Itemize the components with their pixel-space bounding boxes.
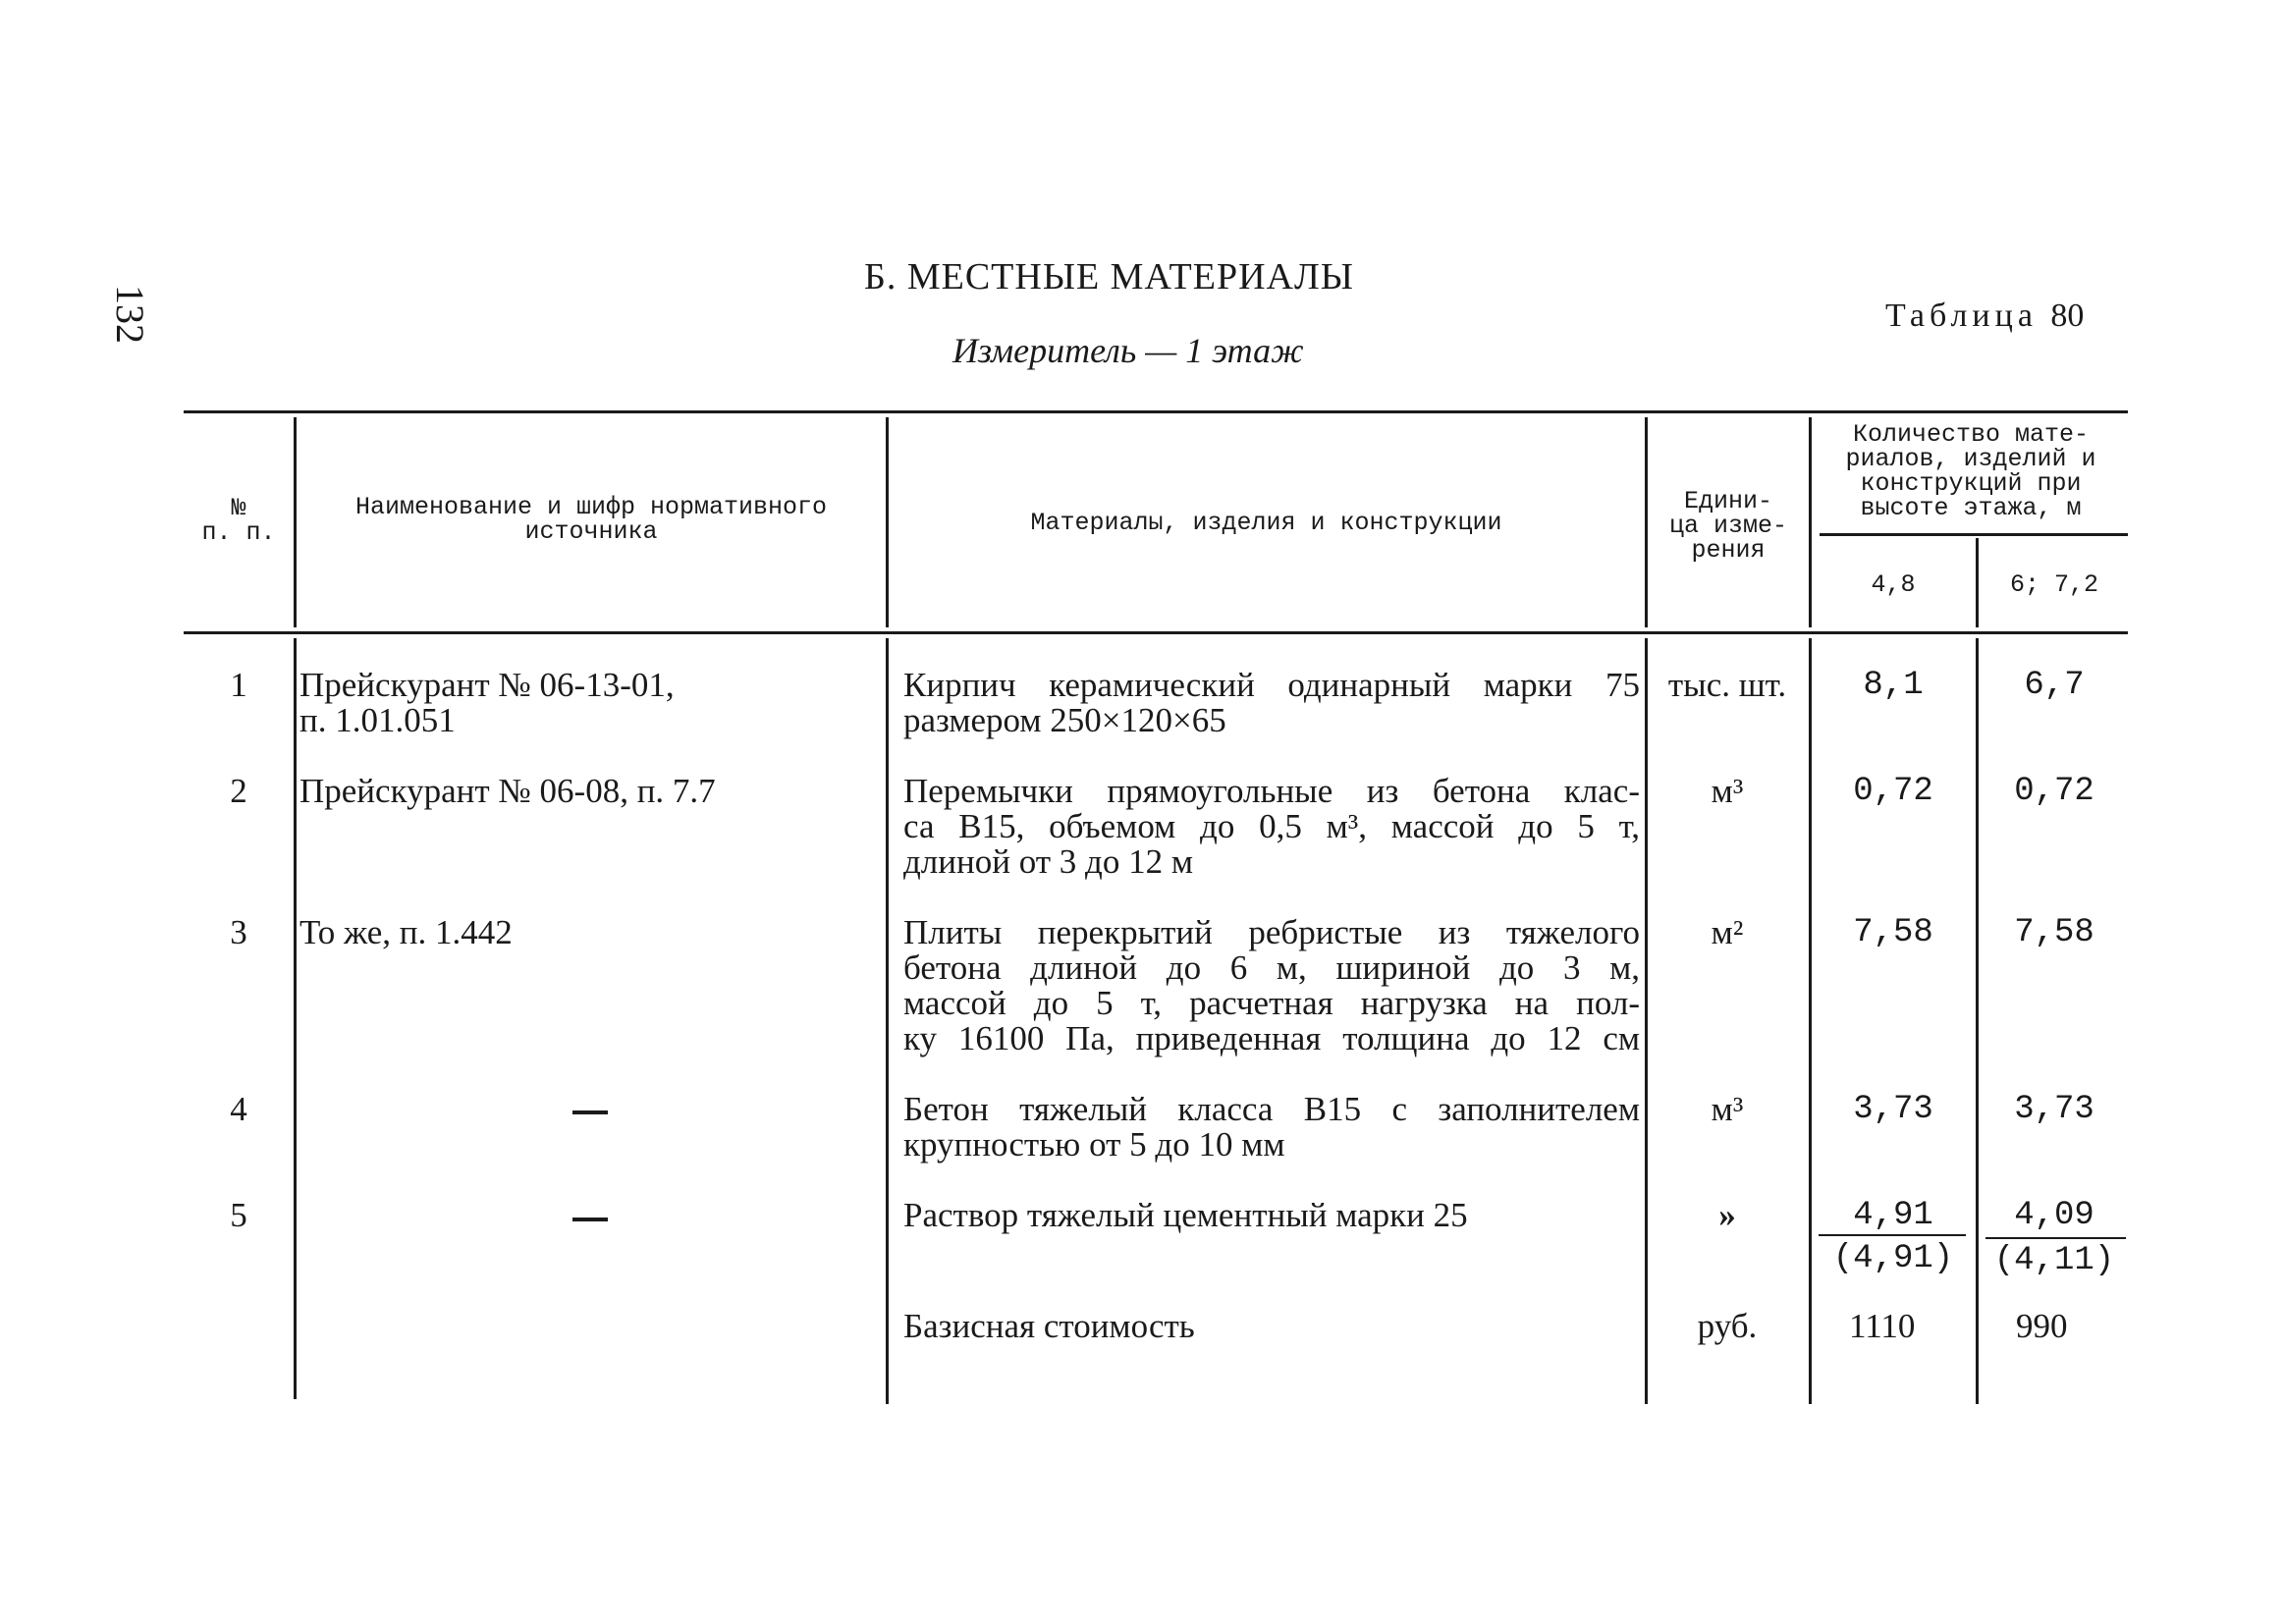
row-5-num: 5 [230,1196,247,1234]
col-divider-3 [1645,638,1648,1404]
row-5-qty-2-alt: (4,11) [1993,1242,2115,1279]
row-5-qty-2: 4,09 [2014,1197,2094,1234]
header-quantity-line: Количество мате- [1852,420,2090,449]
row-1-source-line: п. 1.01.051 [299,701,456,739]
row-3-qty-2: 7,58 [2014,914,2094,951]
row-3-qty-1: 7,58 [1853,914,1933,951]
row-3-num: 3 [230,913,247,951]
col-divider-1 [294,638,297,1399]
header-unit-line: ца изме- [1668,512,1788,540]
header-unit-line: рения [1691,536,1766,565]
header-source-line: Наименование и шифр нормативного [354,493,828,521]
row-1-source-line: Прейскурант № 06-13-01, [299,666,675,704]
row-2-qty-2: 0,72 [2014,773,2094,810]
header-height-1: 4,8 [1871,570,1916,599]
measure-unit: Измеритель — 1 этаж [952,331,1304,370]
row-2-qty-1: 0,72 [1853,773,1933,810]
row-3-description-line: массой до 5 т, расчетная нагрузка на пол- [903,984,1640,1022]
col-divider-3-header [1645,417,1648,627]
total-qty-1: 1110 [1849,1307,1916,1345]
header-quantity-line: риалов, изделий и [1845,445,2096,473]
col-divider-2 [886,638,889,1404]
total-unit: руб. [1697,1307,1758,1345]
header-num [187,496,291,545]
header-num-line: № [231,494,246,522]
row-5-description [903,1198,1640,1233]
col-divider-4-header [1809,417,1812,627]
row-2-source: Прейскурант № 06-08, п. 7.7 [299,772,716,810]
row-2-unit: м³ [1711,772,1744,810]
row-2-num: 2 [230,772,247,810]
row-5-qty-2-fraction-line [1985,1237,2126,1239]
row-1-qty-1: 8,1 [1863,667,1924,704]
col-divider-4 [1809,638,1812,1404]
col-divider-5 [1976,638,1979,1404]
table-top-rule [184,410,2128,413]
total-label: Базисная стоимость [903,1307,1195,1345]
row-1-unit: тыс. шт. [1667,666,1787,704]
row-1-qty-2: 6,7 [2024,667,2085,704]
col-divider-2-header [886,417,889,627]
row-4-description [903,1092,1640,1163]
row-4-qty-2: 3,73 [2014,1091,2094,1128]
row-2-description-line: са B15, объемом до 0,5 м³, массой до 5 т, [903,807,1640,845]
header-num-line: п. п. [201,518,276,547]
qty-header-rule [1820,533,2128,536]
row-5-qty-1-alt: (4,91) [1832,1240,1954,1277]
row-1-description-line: Кирпич керамический одинарный марки 75 [903,666,1640,704]
table-label-text: Таблица [1885,298,2038,334]
row-3-description-line: Плиты перекрытий ребристые из тяжелого [903,913,1640,951]
header-unit-line: Едини- [1683,487,1772,515]
table-number: 80 [2050,298,2085,334]
row-3-description [903,915,1640,1056]
row-2-description-line: длиной от 3 до 12 м [903,842,1194,881]
col-divider-5-header [1976,538,1979,627]
header-bottom-rule [184,631,2128,634]
page-number: 132 [108,285,152,344]
header-materials: Материалы, изделия и конструкции [1030,509,1502,537]
row-5-qty-1-fraction-line [1819,1234,1966,1236]
header-source [299,495,883,544]
header-quantity-line: конструкций при [1860,469,2082,498]
header-quantity [1814,422,2128,520]
row-3-source: То же, п. 1.442 [299,913,513,951]
row-4-description-line: крупностью от 5 до 10 мм [903,1125,1285,1164]
row-5-description-line: Раствор тяжелый цементный марки 25 [903,1196,1468,1234]
row-1-description [903,668,1640,738]
header-height-2: 6; 7,2 [2009,570,2098,599]
header-unit [1650,489,1807,563]
row-2-description [903,774,1640,880]
header-quantity-line: высоте этажа, м [1860,494,2082,522]
row-3-description-line: ку 16100 Па, приведенная толщина до 12 см [903,1019,1640,1057]
row-1-num: 1 [230,666,247,704]
row-4-description-line: Бетон тяжелый класса B15 с заполнителем [903,1090,1640,1128]
col-divider-1-header [294,417,297,627]
row-1-description-line: размером 250×120×65 [903,701,1226,739]
row-5-qty-1: 4,91 [1853,1197,1933,1234]
total-qty-2: 990 [2016,1307,2068,1345]
row-3-description-line: бетона длиной до 6 м, шириной до 3 м, [903,948,1640,987]
header-source-line: источника [524,517,658,546]
row-4-num: 4 [230,1090,247,1128]
row-4-source-dash [572,1110,608,1114]
row-4-unit: м³ [1711,1090,1744,1128]
section-title: Б. МЕСТНЫЕ МАТЕРИАЛЫ [864,256,1354,298]
row-1-source [299,668,883,738]
table-label [1885,298,2084,335]
row-5-source-dash [572,1218,608,1221]
row-2-description-line: Перемычки прямоугольные из бетона клас- [903,772,1640,810]
row-4-qty-1: 3,73 [1853,1091,1933,1128]
row-5-unit: » [1718,1196,1736,1234]
row-3-unit: м² [1711,913,1744,951]
